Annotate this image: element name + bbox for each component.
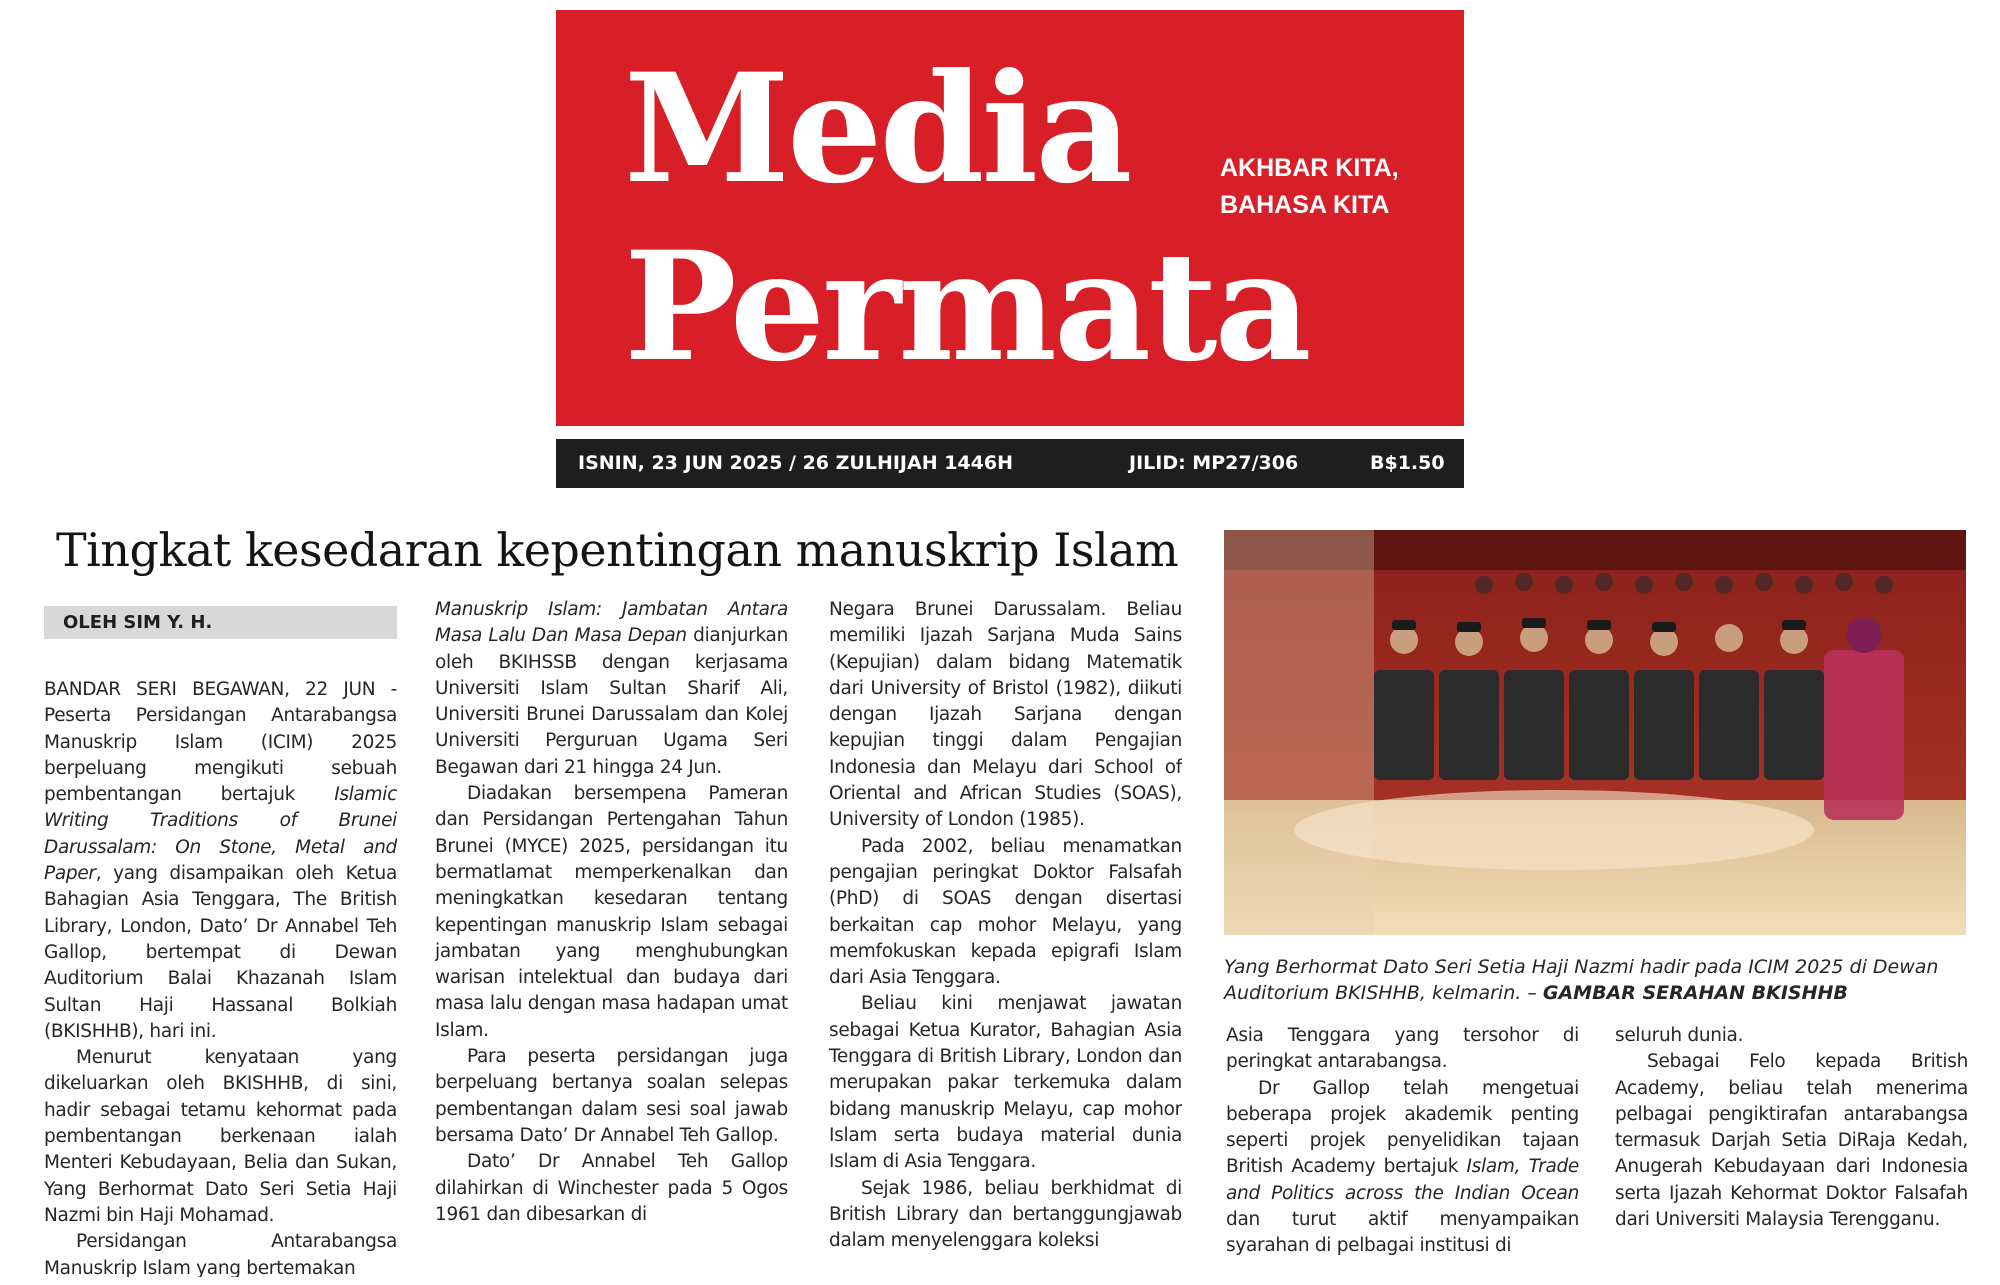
col1-p1-italic-title: Islamic Writing Traditions of Brunei Darussalam: On Stone, Metal and Paper (44, 784, 397, 885)
col2-paragraph-4: Dato’ Dr Annabel Teh Gallop dilahirkan di Winchester pada 5 Ogos 1961 dan dibesarkan di (435, 1151, 788, 1225)
article-column-4 (1226, 1023, 1579, 1285)
col1-p1-text-end: , yang disampaikan oleh Ketua Bahagian Asia Tenggara, The British Library, London, Dato’ Dr Annabel Teh Gallop, bertempat di Dewan Auditorium Balai Khazanah Islam Sultan Haji Hassanal Bolkiah (BKISHHB), hari ini. (44, 863, 397, 1042)
col2-p1-text: dianjurkan oleh BKIHSSB dengan kerjasama Universiti Islam Sultan Sharif Ali, Universiti Brunei Darussalam dan Kolej Universiti Perguruan Ugama Seri Begawan dari 21 hingga 24 Jun. (435, 625, 788, 778)
col5-paragraph-2: Sebagai Felo kepada British Academy, beliau telah menerima pelbagai pengiktirafan antarabangsa termasuk Darjah Setia DiRaja Kedah, Anugerah Kebudayaan dari Indonesia serta Ijazah Kehormat Doktor Falsafah dari Universiti Malaysia Terengganu. (1615, 1051, 1968, 1231)
caption-credit: GAMBAR SERAHAN BKISHHB (1542, 982, 1848, 1004)
col3-paragraph-2: Pada 2002, beliau menamatkan pengajian peringkat Doktor Falsafah (PhD) di SOAS dengan disertasi berkaitan cap mohor Melayu, yang memfokuskan kepada epigrafi Islam dari Asia Tenggara. (829, 835, 1182, 989)
tagline-line2: BAHASA KITA (1220, 191, 1390, 219)
issue-volume: JILID: MP27/306 (1129, 452, 1299, 474)
masthead (556, 10, 1464, 426)
masthead-title-line2: Permata (624, 219, 1309, 395)
article-column-2 (435, 597, 788, 1277)
issue-date: ISNIN, 23 JUN 2025 / 26 ZULHIJAH 1446H (578, 452, 1013, 474)
issue-date-bar (556, 439, 1464, 488)
col2-paragraph-2: Diadakan bersempena Pameran dan Persidangan Pertengahan Tahun Brunei (MYCE) 2025, persidangan itu bermatlamat memperkenalkan dan meningkatkan kesedaran tentang kepentingan manuskrip Islam sebagai jambatan yang menghubungkan warisan intelektual dan budaya dari masa lalu dengan masa hadapan umat Islam. (435, 783, 788, 1041)
conference-photo (1224, 530, 1966, 935)
article-headline: Tingkat kesedaran kepentingan manuskrip Islam (56, 523, 1179, 577)
issue-price: B$1.50 (1370, 452, 1445, 474)
col5-paragraph-1: seluruh dunia. (1615, 1025, 1744, 1046)
col4-p2-italic-project: Islam, Trade and Politics across the Indian Ocean (1226, 1156, 1579, 1204)
article-column-5 (1615, 1023, 1968, 1285)
col3-paragraph-3: Beliau kini menjawat jawatan sebagai Ketua Kurator, Bahagian Asia Tenggara di British Library, London dan merupakan pakar terkemuka dalam bidang manuskrip Melayu, cap mohor Islam serta budaya material dunia Islam di Asia Tenggara. (829, 993, 1182, 1173)
col2-paragraph-1 (435, 597, 788, 781)
photo-caption (1224, 954, 1968, 1006)
caption-text: Yang Berhormat Dato Seri Setia Haji Nazmi hadir pada ICIM 2025 di Dewan Auditorium BKISHHB, kelmarin. – (1224, 956, 1939, 1004)
masthead-tagline (1220, 150, 1450, 224)
conference-photo-illustration (1224, 530, 1966, 935)
col2-p1-italic-theme: Manuskrip Islam: Jambatan Antara Masa Lalu Dan Masa Depan (435, 599, 788, 647)
article-byline: OLEH SIM Y. H. (44, 606, 397, 639)
masthead-title (624, 40, 1309, 396)
col3-paragraph-4: Sejak 1986, beliau berkhidmat di British Library dan bertanggungjawab dalam menyelenggara koleksi (829, 1177, 1182, 1252)
col4-paragraph-2 (1226, 1076, 1579, 1260)
col4-paragraph-1: Asia Tenggara yang tersohor di peringkat antarabangsa. (1226, 1025, 1579, 1073)
col4-p2-text-end: dan turut aktif menyampaikan syarahan di pelbagai institusi di (1226, 1209, 1579, 1257)
col1-p1-text: BANDAR SERI BEGAWAN, 22 JUN - Peserta Persidangan Antarabangsa Manuskrip Islam (ICIM) 2025 berpeluang mengikuti sebuah pembentangan bertajuk (44, 679, 397, 806)
col1-paragraph-3: Persidangan Antarabangsa Manuskrip Islam yang bertemakan (44, 1231, 397, 1277)
tagline-line1: AKHBAR KITA, (1220, 154, 1399, 182)
masthead-title-line1: Media (624, 41, 1130, 217)
col4-p2-text: Dr Gallop telah mengetuai beberapa projek akademik penting seperti projek penyelidikan tajaan British Academy bertajuk (1226, 1077, 1579, 1178)
article-column-1 (44, 677, 397, 1277)
col3-paragraph-1: Negara Brunei Darussalam. Beliau memiliki Ijazah Sarjana Muda Sains (Kepujian) dalam bidang Matematik dari University of Bristol (1982), diikuti dengan Ijazah Sarjana dengan kepujian tinggi dalam Pengajian Indonesia dan Melayu dari School of Oriental and African Studies (SOAS), University of London (1985). (829, 599, 1182, 831)
article-column-3 (829, 597, 1182, 1277)
col1-paragraph-2: Menurut kenyataan yang dikeluarkan oleh BKISHHB, di sini, hadir sebagai tetamu kehormat pada pembentangan berkenaan ialah Menteri Kebudayaan, Belia dan Sukan, Yang Berhormat Dato Seri Setia Haji Nazmi bin Haji Mohamad. (44, 1047, 397, 1226)
col2-paragraph-3: Para peserta persidangan juga berpeluang bertanya soalan selepas pembentangan dalam sesi soal jawab bersama Dato’ Dr Annabel Teh Gallop. (435, 1046, 788, 1146)
col1-paragraph-1 (44, 677, 397, 1045)
